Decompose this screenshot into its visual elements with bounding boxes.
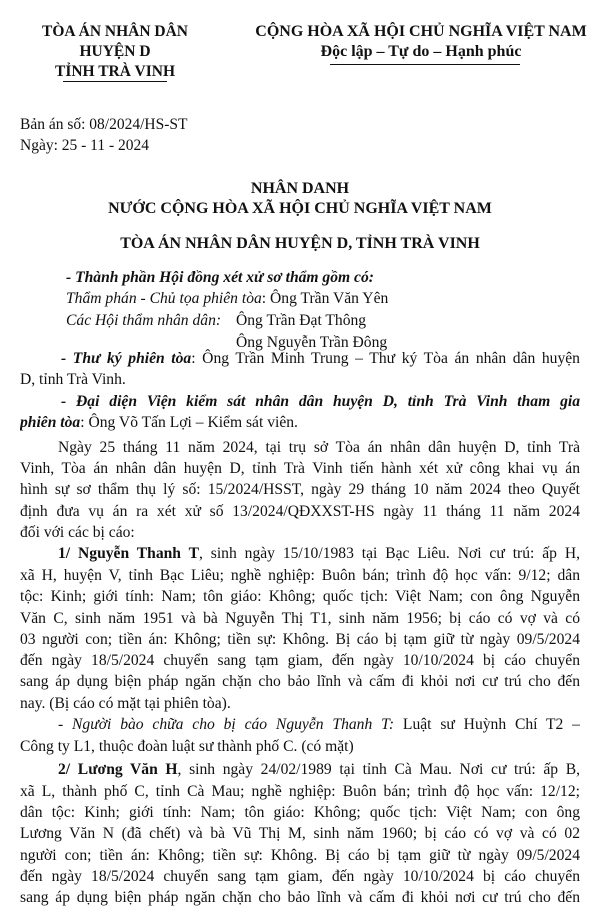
defendant1-line: 03 người con; tiền án: Không; tiền sự: Không. Bị cáo bị tạm giữ từ ngày 09/5/2024 [20,631,580,648]
court-name [20,22,210,82]
defendant1-line: tộc: Kinh; giới tính: Nam; tôn giáo: Không; quốc tịch: Việt Nam; con ông Nguyễn [20,588,580,605]
defendant1-first-line [58,544,580,563]
defendant1-number: 1/ [58,545,71,562]
counsel-line-2: Công ty L1, thuộc đoàn luật sư thành phố C. (có mặt) [20,738,354,755]
court-line-2: HUYỆN D [79,43,151,60]
defendant2-line: dân tộc: Kinh; giới tính: Nam; tôn giáo: Không; quốc tịch: Việt Nam; con ông [20,804,580,821]
defendant2-line: đến ngày 18/5/2024 chuyển sang tạm giam, đến ngày 10/10/2024 bị cáo chuyển [20,868,580,885]
counsel-label: - Người bào chữa cho bị cáo Nguyễn Thanh T: [58,716,395,733]
defendant2-line: người con; tiền án: Không; tiền sự: Không. Bị cáo bị tạm giữ từ ngày 09/5/2024 [20,847,580,864]
jurors-label: Các Hội thẩm nhân dân: [66,312,222,329]
clerk-line [61,349,580,368]
national-title: CỘNG HÒA XÃ HỘI CHỦ NGHĨA VIỆT NAM [255,23,587,40]
panel-heading: - Thành phần Hội đồng xét xử sơ thẩm gồm có: [66,269,374,286]
case-date: Ngày: 25 - 11 - 2024 [20,137,150,154]
intro-line-5: đối với các bị cáo: [20,524,135,541]
defendant1-name: Nguyễn Thanh T [78,545,199,562]
national-motto: Độc lập – Tự do – Hạnh phúc [320,43,522,60]
defendant2-number: 2/ [58,761,71,778]
counsel-line [58,715,580,734]
motto-underline [330,64,520,65]
title-line-1: NHÂN DANH [250,180,350,197]
juror-2: Ông Nguyễn Trần Đông [236,334,388,351]
court-line-3: TỈNH TRÀ VINH [54,63,175,80]
procurator-label: phiên tòa [20,414,81,431]
defendant2-line: sang áp dụng biện pháp ngăn chặn cho bảo lĩnh và cấm đi khỏi nơi cư trú cho đến [20,889,580,906]
intro-line-4: định đưa vụ án ra xét xử số 13/2024/QĐXXST-HS ngày 11 tháng 11 năm 2024 [20,503,580,520]
intro-line-2: Vinh, Tòa án nhân dân huyện D, tỉnh Trà Vinh tiến hành xét xử công khai vụ án [20,460,580,477]
clerk-text: : Ông Trần Minh Trung – Thư ký Tòa án nhân dân huyện [191,350,580,367]
defendant1-line: đến ngày 18/5/2024 chuyển sang tạm giam, đến ngày 10/10/2024 bị cáo chuyển [20,652,580,669]
defendant1-line: nay. (Bị cáo có mặt tại phiên tòa). [20,695,231,712]
judge-line [66,290,388,308]
defendant2-details: , sinh ngày 24/02/1989 tại tỉnh Cà Mau. Nơi cư trú: ấp B, [177,761,580,778]
procurator-line-2 [20,413,545,432]
defendant2-first-line [58,760,580,779]
juror-1: Ông Trần Đạt Thông [236,312,367,329]
defendant1-line: sang áp dụng biện pháp ngăn chặn cho bảo lĩnh và cấm đi khỏi nơi cư trú cho đến [20,673,580,690]
title-line-3: TÒA ÁN NHÂN DÂN HUYỆN D, TỈNH TRÀ VINH [120,235,480,252]
procurator-line: - Đại diện Viện kiểm sát nhân dân huyện D, tỉnh Trà Vinh tham gia [61,393,580,410]
defendant1-details: , sinh ngày 15/10/1983 tại Bạc Liêu. Nơi cư trú: ấp H, [198,545,580,562]
defendant1-line: xã H, huyện V, tỉnh Bạc Liêu; nghề nghiệp: Buôn bán; trình độ học vấn: 9/12; dân [20,567,580,584]
clerk-label: - Thư ký phiên tòa [61,350,192,367]
judge-name: : Ông Trần Văn Yên [261,290,389,307]
defendant2-name: Lương Văn H [77,761,178,778]
defendant2-line: xã L, thành phố C, tỉnh Cà Mau; nghề nghiệp: Buôn bán; trình độ học vấn: 12/12; [20,783,580,800]
counsel-text: Luật sư Huỳnh Chí T2 – [394,716,580,733]
defendant1-line: Văn C, sinh năm 1951 và bà Nguyễn Thị T1, sinh năm 1956; bị cáo có vợ và có [20,610,580,627]
judge-label: Thẩm phán - Chủ tọa phiên tòa [66,290,262,307]
intro-line-1: Ngày 25 tháng 11 năm 2024, tại trụ sở Tòa án nhân dân huyện D, tỉnh Trà [58,439,580,456]
court-underline [63,81,167,82]
court-line-1: TÒA ÁN NHÂN DÂN [42,23,188,40]
case-number: Bản án số: 08/2024/HS-ST [20,116,188,133]
defendant2-line: Lương Văn N (đã chết) và bà Vũ Thị M, sinh năm 1960; bị cáo có vợ và có 02 [20,825,580,842]
clerk-line-2: D, tỉnh Trà Vinh. [20,371,126,388]
title-line-2: NƯỚC CỘNG HÒA XÃ HỘI CHỦ NGHĨA VIỆT NAM [108,200,492,217]
intro-line-3: hình sự sơ thẩm thụ lý số: 15/2024/HSST, ngày 29 tháng 10 năm 2024 theo Quyết [20,481,580,498]
procurator-text: : Ông Võ Tấn Lợi – Kiểm sát viên. [80,414,298,431]
